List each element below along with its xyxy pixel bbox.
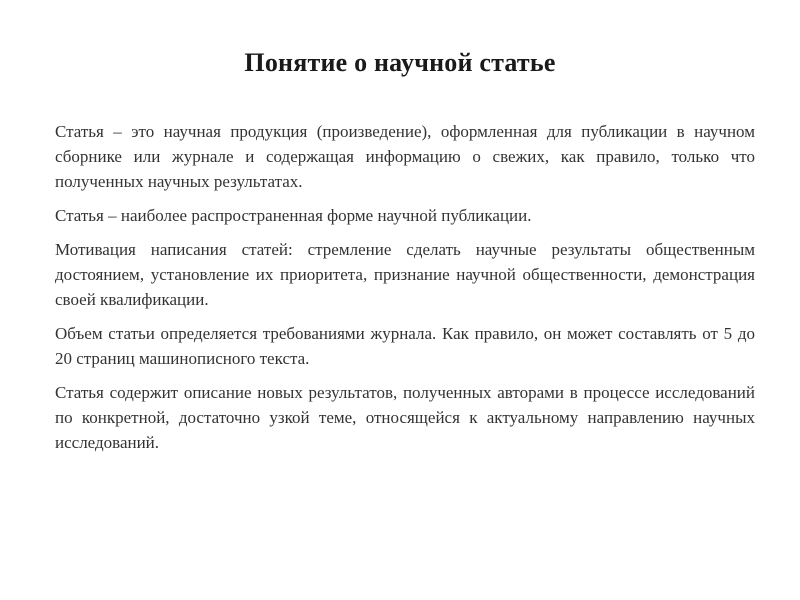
paragraph-content: Статья содержит описание новых результатов, полученных авторами в процессе исследований по конкретной, достаточно узкой теме, относящейся к актуальному направлению научных исследований. xyxy=(55,383,755,452)
slide-body xyxy=(55,119,755,464)
paragraph-common-form: Статья – наиболее распространенная форме научной публикации. xyxy=(55,206,532,225)
paragraph-motivation: Мотивация написания статей: стремление сделать научные результаты общественным достоянием, установление их приоритета, признание научной общественности, демонстрация своей квалификации. xyxy=(55,240,755,309)
slide-title: Понятие о научной статье xyxy=(244,48,556,77)
paragraph-definition: Статья – это научная продукция (произведение), оформленная для публикации в научном сборнике или журнале и содержащая информацию о свежих, как правило, только что полученных научных результатах. xyxy=(55,122,755,191)
paragraph-volume: Объем статьи определяется требованиями журнала. Как правило, он может составлять от 5 до 20 страниц машинописного текста. xyxy=(55,324,755,368)
